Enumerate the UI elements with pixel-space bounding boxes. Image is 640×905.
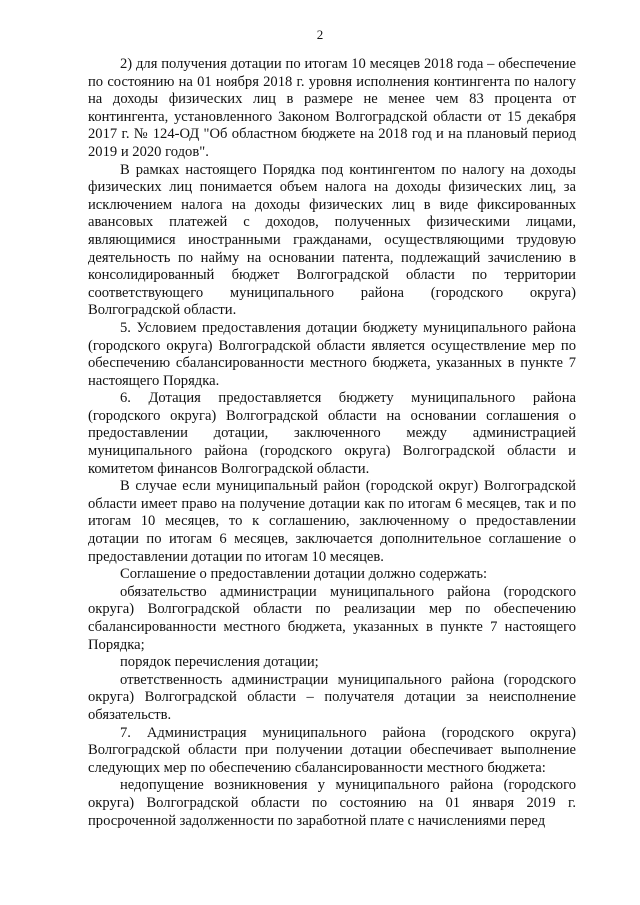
paragraph-transfer-procedure: порядок перечисления дотации; [120, 654, 319, 671]
page-number: 2 [316, 27, 324, 42]
paragraph-item-2: 2) для получения дотации по итогам 10 месяцев 2018 года – обеспечение по состоянию на 01 ноября 2018 г. уровня исполнения контингента по налогу на доходы физических лиц в размере не менее чем 83 процента от контингента, установленного Законом Волгоградской области от 15 декабря 2017 г. № 124-ОД "Об областном бюджете на 2018 год и на плановый период 2019 и 2020 годов". [88, 56, 576, 160]
paragraph-clause-6: 6. Дотация предоставляется бюджету муниципального района (городского округа) Волгоградской области на основании соглашения о предоставлении дотации, заключенного между администрацией муниципального района (городского округа) Волгоградской области и комитетом финансов Волгоградской области. [88, 390, 576, 477]
paragraph-clause-7: 7. Администрация муниципального района (городского округа) Волгоградской области при получении дотации обеспечивает выполнение следующих мер по обеспечению сбалансированности местного бюджета: [88, 724, 576, 776]
paragraph-contingent-definition: В рамках настоящего Порядка под контингентом по налогу на доходы физических лиц понимается объем налога на доходы физических лиц, за исключением налога на доходы физических лиц в виде фиксированных авансовых платежей с доходов, полученных физическими лицами, являющимися иностранными гражданами, осуществляющими трудовую деятельность по найму на основании патента, подлежащий зачислению в консолидированный бюджет Волгоградской области по территории соответствующего муниципального района (городского округа) Волгоградской области. [88, 161, 576, 319]
paragraph-responsibility: ответственность администрации муниципального района (городского округа) Волгоградской области – получателя дотации за неисполнение обязательств. [88, 671, 576, 723]
paragraph-obligation: обязательство администрации муниципального района (городского округа) Волгоградской области по реализации мер по обеспечению сбалансированности местного бюджета, указанных в пункте 7 настоящего Порядка; [88, 583, 576, 653]
paragraph-additional-agreement: В случае если муниципальный район (городской округ) Волгоградской области имеет право на получение дотации как по итогам 6 месяцев, так и по итогам 10 месяцев, то к соглашению, заключенному о предоставлении дотации по итогам 6 месяцев, заключается дополнительное соглашение о предоставлении дотации по итогам 10 месяцев. [88, 478, 576, 565]
paragraph-clause-5: 5. Условием предоставления дотации бюджету муниципального района (городского округа) Волгоградской области является осуществление мер по обеспечению сбалансированности местного бюджета, указанных в пункте 7 настоящего Порядка. [88, 319, 576, 389]
paragraph-no-arrears: недопущение возникновения у муниципального района (городского округа) Волгоградской области по состоянию на 01 января 2019 г. просроченной задолженности по заработной плате с начислениями перед [88, 777, 576, 829]
paragraph-agreement-contents: Соглашение о предоставлении дотации должно содержать: [120, 566, 488, 583]
document-body [88, 56, 576, 830]
